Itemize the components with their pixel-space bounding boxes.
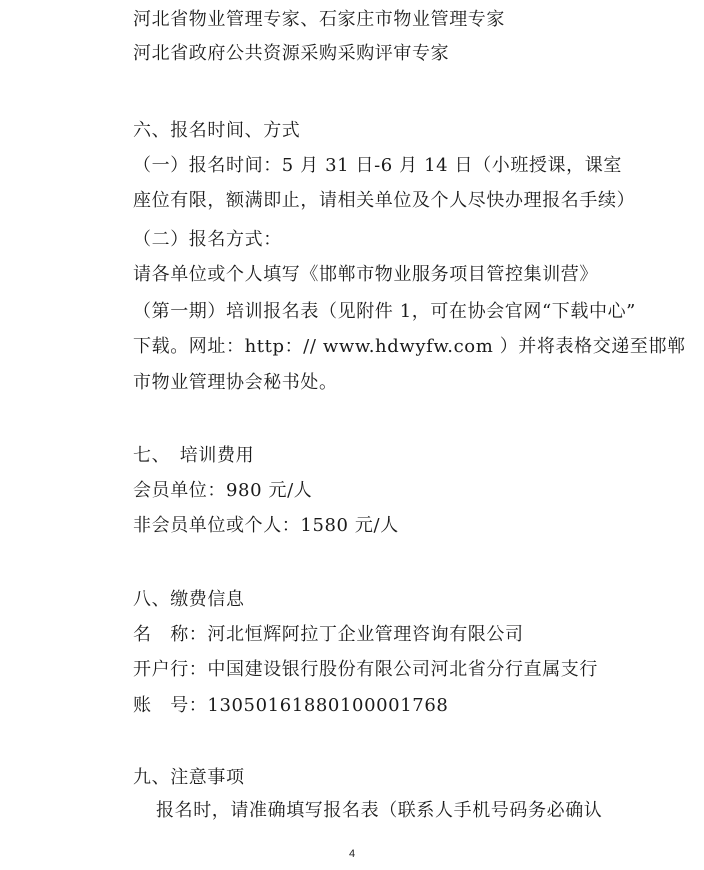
section-6-method-label: （二）报名方式： bbox=[133, 229, 282, 250]
payee-account: 账 号：13050161880100001768 bbox=[133, 695, 449, 716]
section-6-heading: 六、报名时间、方式 bbox=[133, 120, 301, 141]
section-8-heading: 八、缴费信息 bbox=[133, 589, 245, 610]
page-number: 4 bbox=[348, 848, 356, 860]
section-9-heading: 九、注意事项 bbox=[133, 767, 245, 788]
fee-member: 会员单位：980 元/人 bbox=[133, 480, 313, 501]
section-6-time-line-1: （一）报名时间：5 月 31 日-6 月 14 日（小班授课，课室 bbox=[133, 155, 622, 176]
payee-name: 名 称：河北恒辉阿拉丁企业管理咨询有限公司 bbox=[133, 624, 524, 645]
payee-bank: 开户行：中国建设银行股份有限公司河北省分行直属支行 bbox=[133, 659, 598, 680]
section-7-heading: 七、 培训费用 bbox=[133, 445, 255, 466]
section-6-method-line-3: 下载。网址：http：// www.hdwyfw.com ）并将表格交递至邯郸 bbox=[133, 336, 686, 357]
fee-non-member: 非会员单位或个人：1580 元/人 bbox=[133, 515, 399, 536]
section-6-method-line-4: 市物业管理协会秘书处。 bbox=[133, 372, 338, 393]
expert-title-line-1: 河北省物业管理专家、石家庄市物业管理专家 bbox=[133, 9, 505, 30]
expert-title-line-2: 河北省政府公共资源采购采购评审专家 bbox=[133, 43, 450, 64]
section-6-method-line-1: 请各单位或个人填写《邯郸市物业服务项目管控集训营》 bbox=[133, 264, 598, 285]
section-9-text-line-1: 报名时，请准确填写报名表（联系人手机号码务必确认 bbox=[156, 800, 603, 821]
section-6-method-line-2: （第一期）培训报名表（见附件 1，可在协会官网“下载中心” bbox=[133, 301, 636, 322]
section-6-time-line-2: 座位有限，额满即止，请相关单位及个人尽快办理报名手续） bbox=[133, 190, 636, 211]
